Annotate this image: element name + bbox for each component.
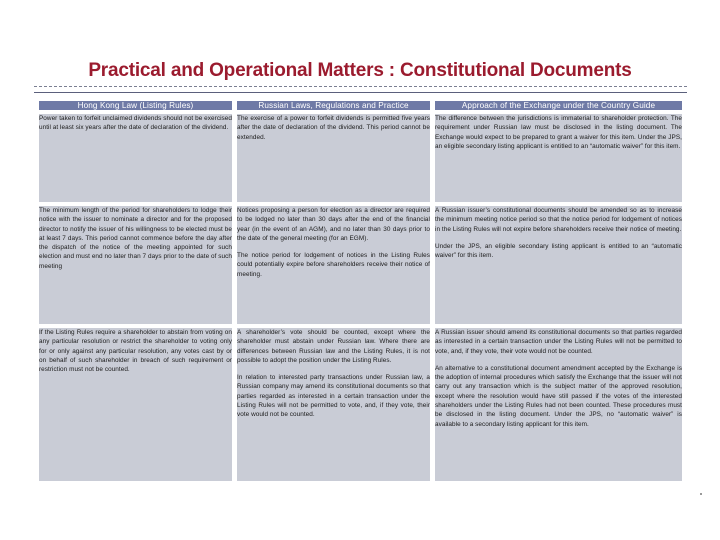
paragraph: The notice period for lodgement of notices in the Listing Rules could potentially expire before shareholders receive their notice of meeting.: [237, 252, 430, 278]
paragraph: A Russian issuer’s constitutional documents should be amended so as to increase the minimum meeting notice period so that the notice period for lodgement of notices in the Listing Rules will not expire before shareholders receive their notice of meeting.: [435, 207, 682, 233]
cell-ru-row3: [237, 328, 430, 481]
paragraph: The minimum length of the period for shareholders to lodge their notice with the issuer to nominate a director and for the proposed director to notify the issuer of his willingness to be elected must be at least 7 days. This period cannot commence before the day after the dispatch of the notice of the meeting appointed for such election and must end no later than 7 days prior to the date of such meeting: [39, 207, 232, 270]
cell-ex-row2: [435, 206, 682, 324]
page-title: Practical and Operational Matters : Constitutional Documents: [88, 60, 632, 81]
column-header-hong-kong-law: Hong Kong Law (Listing Rules): [39, 101, 232, 110]
column-header-exchange-approach: Approach of the Exchange under the Country Guide: [435, 101, 682, 110]
paragraph: An alternative to a constitutional document amendment accepted by the Exchange is the adoption of internal procedures which satisfy the Exchange that the issuer will not carry out any transaction which is the subject matter of the approved resolution, except where the resolution would have still passed if the votes of the interested shareholders under the Listing Rules had not been counted. These procedures must be disclosed in the listing document. Under the JPS, no “automatic waiver” is available to a secondary listing applicant for this item.: [435, 364, 682, 428]
table-row: [39, 114, 682, 202]
paragraph: If the Listing Rules require a shareholder to abstain from voting on any particular resolution or restrict the shareholder to voting only for or only against any particular resolution, any votes cast by or on behalf of such shareholder in breach of such requirement or restriction must not be counted.: [39, 329, 232, 374]
paragraph: A shareholder’s vote should be counted, except where the shareholder must abstain under Russian law. Where there are differences between Russian law and the Listing Rules, it is not possible to adopt the position under the Listing Rules.: [237, 329, 430, 364]
paragraph: Notices proposing a person for election as a director are required to be lodged no later than 30 days after the end of the financial year (in the event of an AGM), and no later than 30 days prior to the date of the general meeting (for an EGM).: [237, 207, 430, 242]
cell-ru-row1: [237, 114, 430, 202]
cell-hk-row3: [39, 328, 232, 481]
cell-ru-row2: [237, 206, 430, 324]
comparison-table: [34, 97, 687, 485]
table-row: [39, 328, 682, 481]
cell-ex-row1: [435, 114, 682, 202]
paragraph: Under the JPS, an eligible secondary listing applicant is entitled to an “automatic waiver” for this item.: [435, 242, 682, 260]
paragraph: A Russian issuer should amend its constitutional documents so that parties regarded as interested in a certain transaction under the Listing Rules will not be permitted to vote, and, if they vote, their vote would not be counted.: [435, 329, 682, 355]
cell-hk-row1: [39, 114, 232, 202]
page-corner-mark: [700, 493, 702, 495]
cell-ex-row3: [435, 328, 682, 481]
cell-hk-row2: [39, 206, 232, 324]
paragraph: The exercise of a power to forfeit dividends is permitted five years after the date of declaration of the dividend. This period cannot be extended.: [237, 115, 430, 141]
column-header-russian-laws: Russian Laws, Regulations and Practice: [237, 101, 430, 110]
table-row: [39, 206, 682, 324]
paragraph: In relation to interested party transactions under Russian law, a Russian company may amend its constitutional documents so that parties regarded as interested in a certain transaction under the Listing Rules will not be permitted to vote, and, if they vote, their vote would not be counted.: [237, 374, 430, 419]
title-solid-rule: [34, 92, 687, 93]
title-dashed-rule: [34, 86, 687, 87]
table-header-row: [39, 101, 682, 110]
paragraph: The difference between the jurisdictions is immaterial to shareholder protection. The requirement under Russian law must be disclosed in the listing document. The Exchange would expect to be prepared to grant a waiver for this item. Under the JPS, an eligible secondary listing applicant is entitled to an “automatic waiver” for this item.: [435, 115, 682, 150]
paragraph: Power taken to forfeit unclaimed dividends should not be exercised until at least six years after the date of declaration of the dividend.: [39, 115, 232, 132]
